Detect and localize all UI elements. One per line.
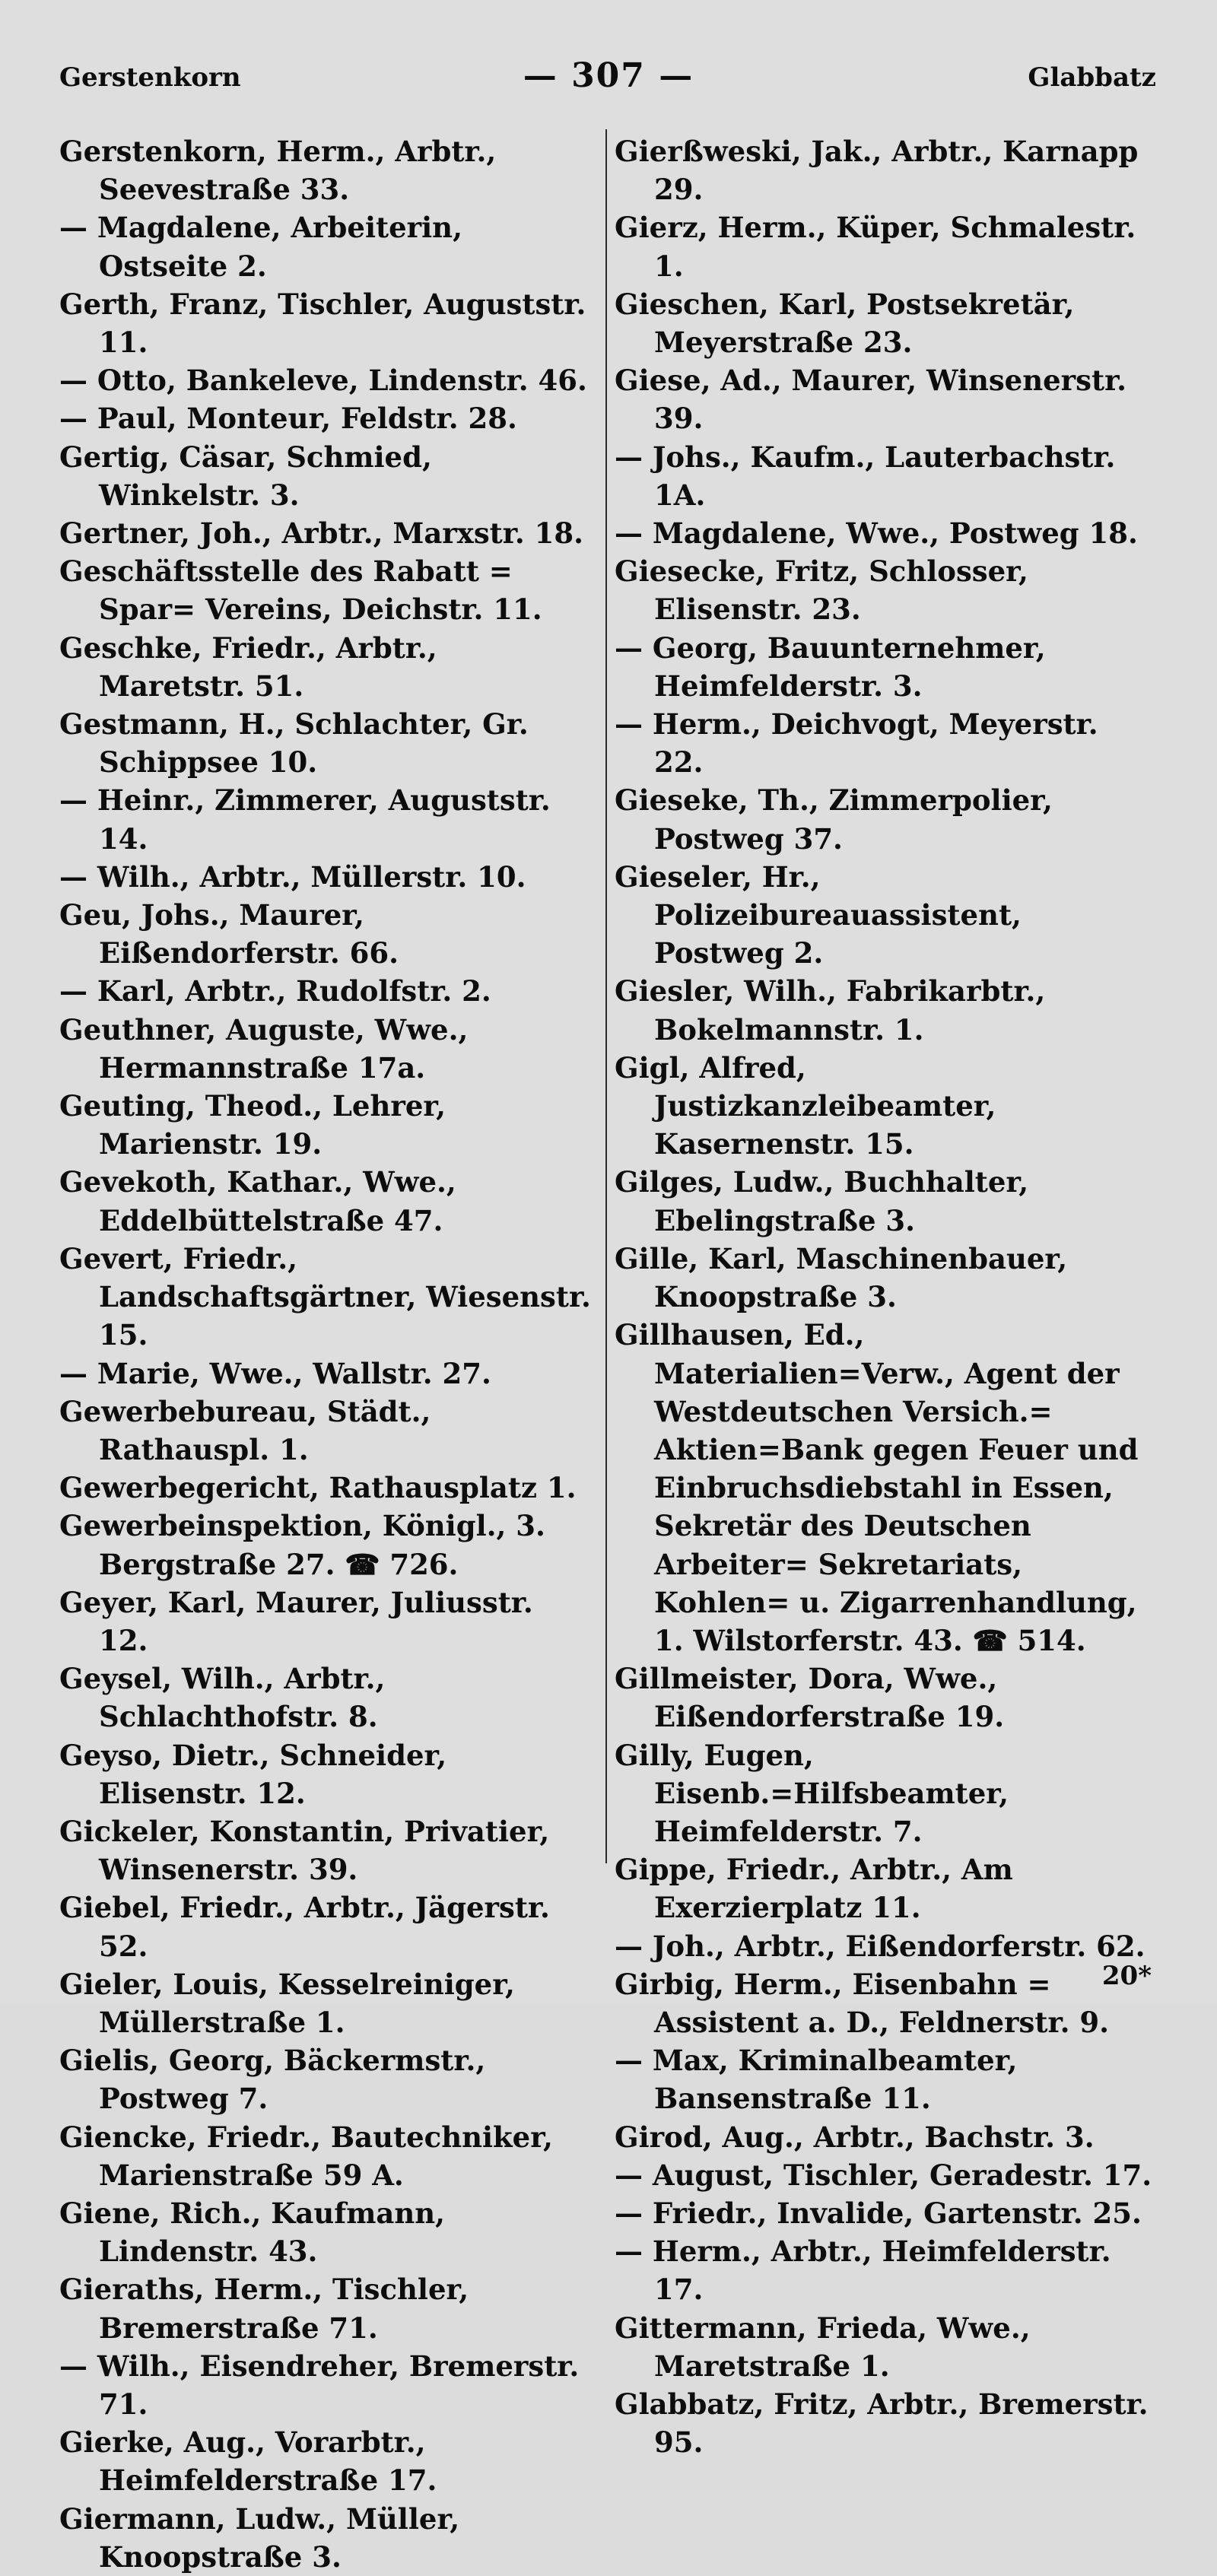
directory-entry: Gieseler, Hr., Polizeibureauassistent, Postweg 2. — [615, 859, 1022, 970]
directory-entry: — Georg, Bauunternehmer, Heimfelderstr. 3. — [615, 631, 1046, 703]
directory-entry: — Johs., Kaufm., Lauterbachstr. 1A. — [615, 440, 1116, 512]
running-head-left: Gerstenkorn — [59, 62, 241, 93]
directory-entry: — Wilh., Arbtr., Müllerstr. 10. — [59, 859, 526, 894]
directory-entry: Giese, Ad., Maurer, Winsenerstr. 39. — [615, 364, 1127, 436]
directory-entry: — Friedr., Invalide, Gartenstr. 25. — [615, 2196, 1142, 2230]
signature-mark: 20* — [1101, 1961, 1152, 1991]
column-divider — [605, 129, 607, 1863]
directory-entry: Geuthner, Auguste, Wwe., Hermannstraße 17a. — [59, 1012, 469, 1085]
directory-entry: Gewerbegericht, Rathausplatz 1. — [59, 1471, 577, 1505]
directory-entry: Gigl, Alfred, Justizkanzleibeamter, Kasernenstr. 15. — [615, 1050, 996, 1161]
page-number: — 307 — — [523, 56, 694, 95]
directory-entry: — Herm., Deichvogt, Meyerstr. 22. — [615, 707, 1098, 780]
directory-entry: Giesler, Wilh., Fabrikarbtr., Bokelmannstr. 1. — [615, 974, 1046, 1047]
directory-entry: — Joh., Arbtr., Eißendorferstr. 62. — [615, 1929, 1146, 1963]
directory-entry: — Otto, Bankeleve, Lindenstr. 46. — [59, 364, 587, 398]
directory-entry: Geu, Johs., Maurer, Eißendorferstr. 66. — [59, 898, 399, 970]
directory-entry: Geyso, Dietr., Schneider, Elisenstr. 12. — [59, 1738, 447, 1810]
directory-entry: Gestmann, H., Schlachter, Gr. Schippsee 10. — [59, 707, 529, 780]
directory-entry: Gierke, Aug., Vorarbtr., Heimfelderstraße 17. — [59, 2425, 437, 2498]
directory-entry: Gille, Karl, Maschinenbauer, Knoopstraße 3. — [615, 1241, 1068, 1314]
directory-entry: — August, Tischler, Geradestr. 17. — [615, 2158, 1152, 2192]
directory-entry: Gerstenkorn, Herm., Arbtr., Seevestraße 33. — [59, 135, 497, 207]
directory-entry: Glabbatz, Fritz, Arbtr., Bremerstr. 95. — [615, 2387, 1149, 2460]
directory-entry: Gevert, Friedr., Landschaftsgärtner, Wiesenstr. 15. — [59, 1241, 591, 1352]
directory-entry: — Paul, Monteur, Feldstr. 28. — [59, 402, 517, 436]
directory-entry: Gierßweski, Jak., Arbtr., Karnapp 29. — [615, 135, 1139, 207]
directory-entry: Gierz, Herm., Küper, Schmalestr. 1. — [615, 211, 1136, 283]
directory-entry: Giene, Rich., Kaufmann, Lindenstr. 43. — [59, 2196, 446, 2269]
directory-entry: Gewerbebureau, Städt., Rathauspl. 1. — [59, 1394, 431, 1466]
directory-entry: — Max, Kriminalbeamter, Bansenstraße 11. — [615, 2044, 1018, 2116]
directory-entry: Gieschen, Karl, Postsekretär, Meyerstraße 23. — [615, 287, 1075, 360]
directory-entry: — Magdalene, Arbeiterin, Ostseite 2. — [59, 211, 462, 283]
directory-entry: Gewerbeinspektion, Königl., 3. Bergstraße 27. ☎ 726. — [59, 1509, 545, 1581]
directory-entry: Giencke, Friedr., Bautechniker, Marienstraße 59 A. — [59, 2120, 553, 2192]
directory-entry: Geschäftsstelle des Rabatt = Spar= Vereins, Deichstr. 11. — [59, 554, 542, 627]
directory-entry: — Marie, Wwe., Wallstr. 27. — [59, 1356, 491, 1390]
left-column — [59, 132, 592, 2576]
directory-entry: Gillhausen, Ed., Materialien=Verw., Agent der Westdeutschen Versich.= Aktien=Bank gegen Feuer und Einbruchsdiebstahl in Essen, Sekretär des Deutschen Arbeiter= Sekretariats, Kohlen= u. Zigarrenhandlung, 1. Wilstorferstr. 43. ☎ 514. — [615, 1318, 1139, 1657]
directory-entry: — Herm., Arbtr., Heimfelderstr. 17. — [615, 2235, 1111, 2307]
directory-entry: — Karl, Arbtr., Rudolfstr. 2. — [59, 974, 491, 1008]
directory-entry: Gielis, Georg, Bäckermstr., Postweg 7. — [59, 2044, 486, 2116]
directory-entry: — Heinr., Zimmerer, Auguststr. 14. — [59, 783, 551, 856]
directory-entry: Gippe, Friedr., Arbtr., Am Exerzierplatz 11. — [615, 1853, 1013, 1925]
directory-entry: Giermann, Ludw., Müller, Knoopstraße 3. — [59, 2501, 460, 2574]
directory-entry: Gieraths, Herm., Tischler, Bremerstraße 71. — [59, 2273, 469, 2345]
directory-entry: Geschke, Friedr., Arbtr., Maretstr. 51. — [59, 631, 437, 703]
directory-entry: Gerth, Franz, Tischler, Auguststr. 11. — [59, 287, 586, 360]
directory-entry: Gillmeister, Dora, Wwe., Eißendorferstraße 19. — [615, 1662, 1005, 1734]
directory-entry: Geysel, Wilh., Arbtr., Schlachthofstr. 8. — [59, 1662, 386, 1734]
directory-entry: — Magdalene, Wwe., Postweg 18. — [615, 516, 1138, 551]
directory-entry: Geuting, Theod., Lehrer, Marienstr. 19. — [59, 1089, 446, 1161]
directory-entry: Gittermann, Frieda, Wwe., Maretstraße 1. — [615, 2311, 1031, 2383]
directory-entry: Gieseke, Th., Zimmerpolier, Postweg 37. — [615, 783, 1053, 856]
directory-entry: — Wilh., Eisendreher, Bremerstr. 71. — [59, 2349, 580, 2421]
directory-entry: Gickeler, Konstantin, Privatier, Winsenerstr. 39. — [59, 1814, 550, 1887]
directory-entry: Gilly, Eugen, Eisenb.=Hilfsbeamter, Heimfelderstr. 7. — [615, 1738, 1009, 1848]
directory-entry: Geyer, Karl, Maurer, Juliusstr. 12. — [59, 1585, 533, 1657]
directory-entry: Gilges, Ludw., Buchhalter, Ebelingstraße 3. — [615, 1165, 1029, 1237]
running-head-right: Glabbatz — [1028, 62, 1156, 93]
directory-entry: Gertner, Joh., Arbtr., Marxstr. 18. — [59, 516, 583, 551]
directory-entry: Giesecke, Fritz, Schlosser, Elisenstr. 23. — [615, 554, 1028, 627]
directory-entry: Gieler, Louis, Kesselreiniger, Müllerstraße 1. — [59, 1967, 515, 2039]
directory-entry: Girod, Aug., Arbtr., Bachstr. 3. — [615, 2120, 1095, 2154]
right-column — [615, 132, 1155, 2461]
directory-entry: Giebel, Friedr., Arbtr., Jägerstr. 52. — [59, 1891, 550, 1963]
directory-entry: Gertig, Cäsar, Schmied, Winkelstr. 3. — [59, 440, 432, 512]
directory-entry: Girbig, Herm., Eisenbahn = Assistent a. D., Feldnerstr. 9. — [615, 1967, 1109, 2039]
directory-entry: Gevekoth, Kathar., Wwe., Eddelbüttelstraße 47. — [59, 1165, 456, 1237]
